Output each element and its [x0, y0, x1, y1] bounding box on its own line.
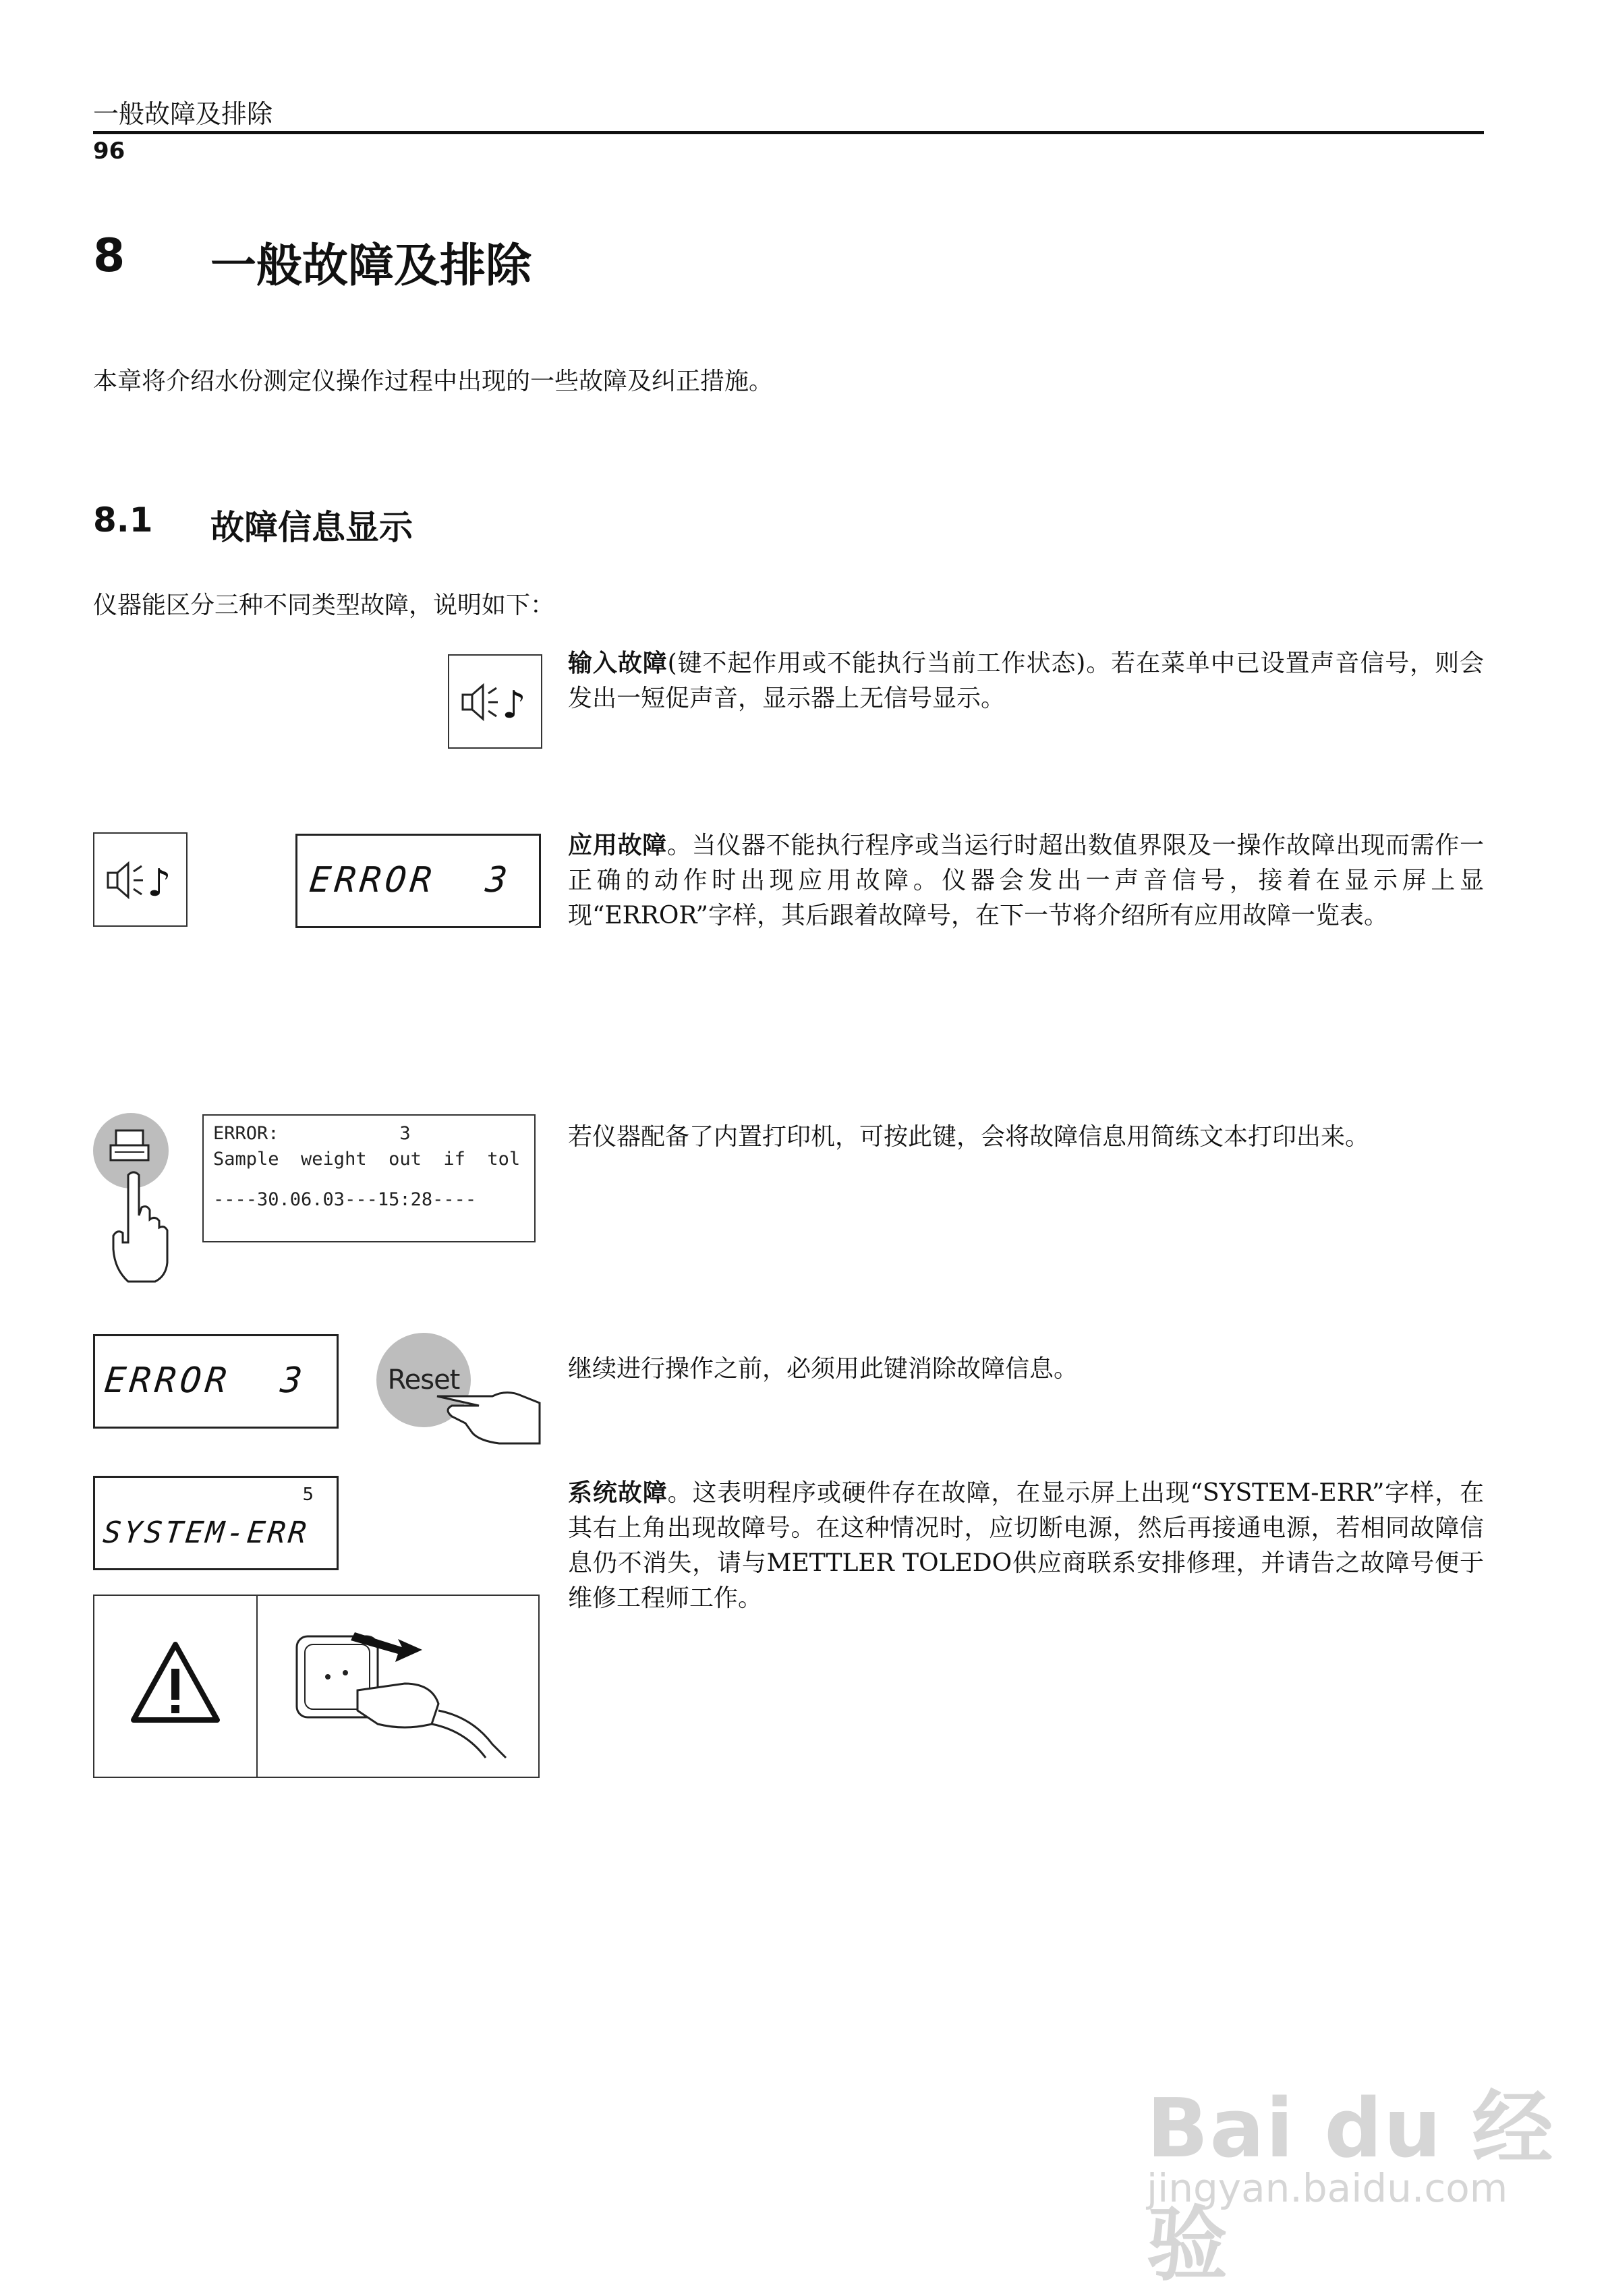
reset-paragraph: 继续进行操作之前，必须用此键消除故障信息。 [568, 1355, 1079, 1383]
chapter-intro: 本章将介绍水份测定仪操作过程中出现的一些故障及纠正措施。 [93, 368, 774, 395]
chapter-number: 8 [93, 229, 125, 283]
watermark-url: jingyan.baidu.com [1147, 2165, 1508, 2211]
speaker-note-icon [448, 654, 542, 749]
printout-line-1: ERROR: 3 [213, 1123, 411, 1144]
section-number: 8.1 [93, 500, 153, 540]
warning-panel [93, 1595, 540, 1778]
watermark-logo: Bai du 经验 [1147, 2082, 1555, 2292]
printer-paragraph: 若仪器配备了内置打印机，可按此键，会将故障信息用简练文本打印出来。 [568, 1123, 1370, 1151]
application-error-text: 。当仪器不能执行程序或当运行时超出数值界限及一操作故障出现而需作一正确的动作时出现应用故障。仪器会发出一声音信号，接着在显示屏上显现“ERROR”字样，其后跟着故障号，在下一节将介绍所有应用故障一览表。 [568, 832, 1484, 929]
input-error-term: 输入故障 [568, 650, 668, 677]
system-error-display-text: SYSTEM-ERR [101, 1516, 311, 1550]
svg-text:♪: ♪ [502, 683, 526, 727]
section-intro: 仪器能区分三种不同类型故障，说明如下： [93, 592, 555, 619]
printout-line-2: Sample weight out if tol [213, 1149, 521, 1170]
reset-button[interactable]: Reset [376, 1333, 471, 1427]
application-error-paragraph [568, 828, 1484, 934]
error-display-text: ERROR 3 [307, 860, 513, 900]
system-error-text: 。这表明程序或硬件存在故障，在显示屏上出现“SYSTEM-ERR”字样，在其右上角出现故障号。在这种情况时，应切断电源，然后再接通电源，若相同故障信息仍不消失，请与METTLER TOLEDO供应商联系安排修理，并请告之故障号便于维修工程师工作。 [568, 1479, 1484, 1612]
error-display [295, 834, 541, 928]
reset-error-display [93, 1334, 339, 1429]
page-number: 96 [93, 138, 125, 165]
header-rule [93, 131, 1484, 134]
chapter-title: 一般故障及排除 [210, 239, 532, 293]
warning-triangle-icon [128, 1636, 223, 1731]
section-title: 故障信息显示 [210, 508, 413, 547]
printout [202, 1114, 536, 1242]
running-title: 一般故障及排除 [93, 99, 273, 129]
input-error-text: (键不起作用或不能执行当前工作状态)。若在菜单中已设置声音信号，则会发出一短促声音，显示器上无信号显示。 [568, 650, 1484, 712]
speaker-note-icon [93, 832, 188, 927]
pressing-hand-icon [432, 1376, 546, 1450]
printout-line-3: ----30.06.03---15:28---- [213, 1189, 477, 1210]
svg-text:♪: ♪ [147, 861, 171, 905]
unplug-icon [270, 1609, 533, 1771]
system-error-term: 系统故障 [568, 1479, 668, 1507]
system-error-display [93, 1476, 339, 1570]
pointing-hand-icon [101, 1168, 175, 1290]
system-error-number: 5 [302, 1485, 314, 1505]
input-error-paragraph [568, 646, 1484, 716]
application-error-term: 应用故障 [568, 832, 667, 859]
system-error-paragraph [568, 1476, 1484, 1616]
reset-error-display-text: ERROR 3 [102, 1360, 308, 1401]
